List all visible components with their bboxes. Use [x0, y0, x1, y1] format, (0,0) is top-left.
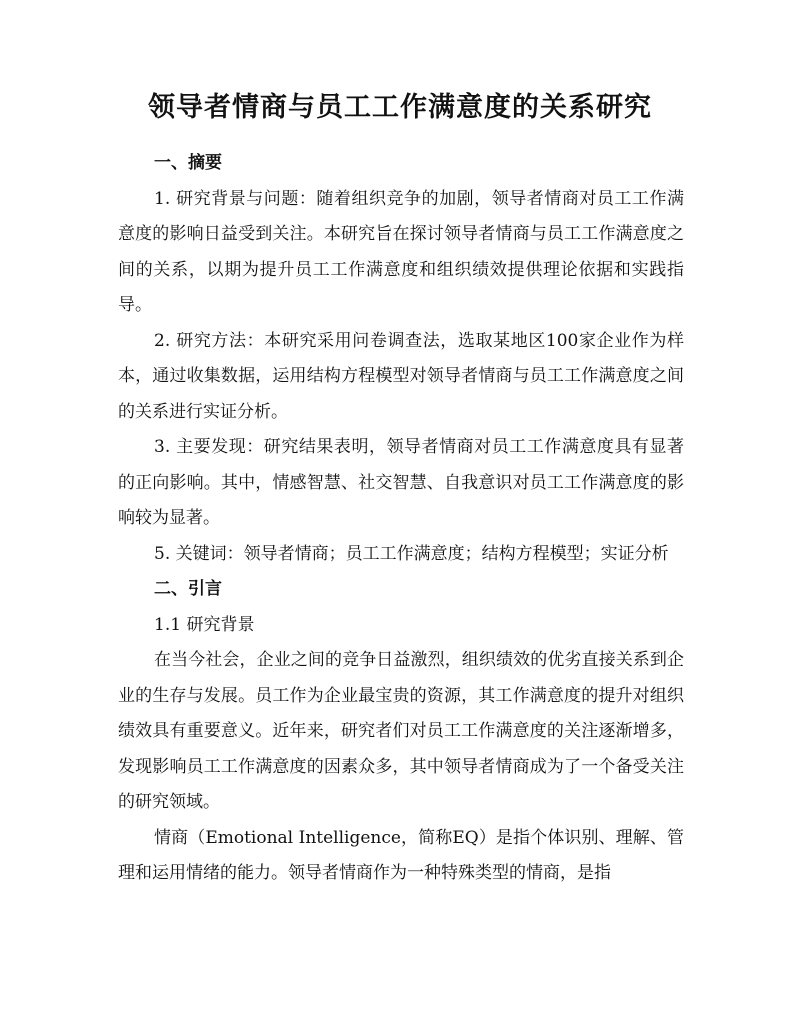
abstract-item-method: 2. 研究方法：本研究采用问卷调查法，选取某地区100家企业作为样本，通过收集数据，运用结构方程模型对领导者情商与员工工作满意度之间的关系进行实证分析。 [118, 330, 684, 422]
intro-paragraph-1: 在当今社会，企业之间的竞争日益激烈，组织绩效的优劣直接关系到企业的生存与发展。员工作为企业最宝贵的资源，其工作满意度的提升对组织绩效具有重要意义。近年来，研究者们对员工工作满意度的关注逐渐增多，发现影响员工工作满意度的因素众多，其中领导者情商成为了一个备受关注的研究领域。 [118, 650, 684, 812]
document-title: 领导者情商与员工工作满意度的关系研究 [148, 92, 652, 123]
abstract-item-background: 1. 研究背景与问题：随着组织竞争的加剧，领导者情商对员工工作满意度的影响日益受到关注。本研究旨在探讨领导者情商与员工工作满意度之间的关系，以期为提升员工工作满意度和组织绩效提供理论依据和实践指导。 [118, 188, 684, 315]
document-body [118, 146, 684, 892]
section-heading-intro: 二、引言 [154, 579, 222, 599]
section-heading-abstract: 一、摘要 [154, 153, 222, 173]
abstract-item-keywords: 5. 关键词：领导者情商；员工工作满意度；结构方程模型；实证分析 [154, 543, 669, 564]
subsection-heading-background: 1.1 研究背景 [154, 614, 255, 635]
intro-paragraph-2: 情商（Emotional Intelligence，简称EQ）是指个体识别、理解、管理和运用情绪的能力。领导者情商作为一种特殊类型的情商，是指 [118, 827, 684, 883]
abstract-item-findings: 3. 主要发现：研究结果表明，领导者情商对员工工作满意度具有显著的正向影响。其中，情感智慧、社交智慧、自我意识对员工工作满意度的影响较为显著。 [118, 437, 684, 528]
